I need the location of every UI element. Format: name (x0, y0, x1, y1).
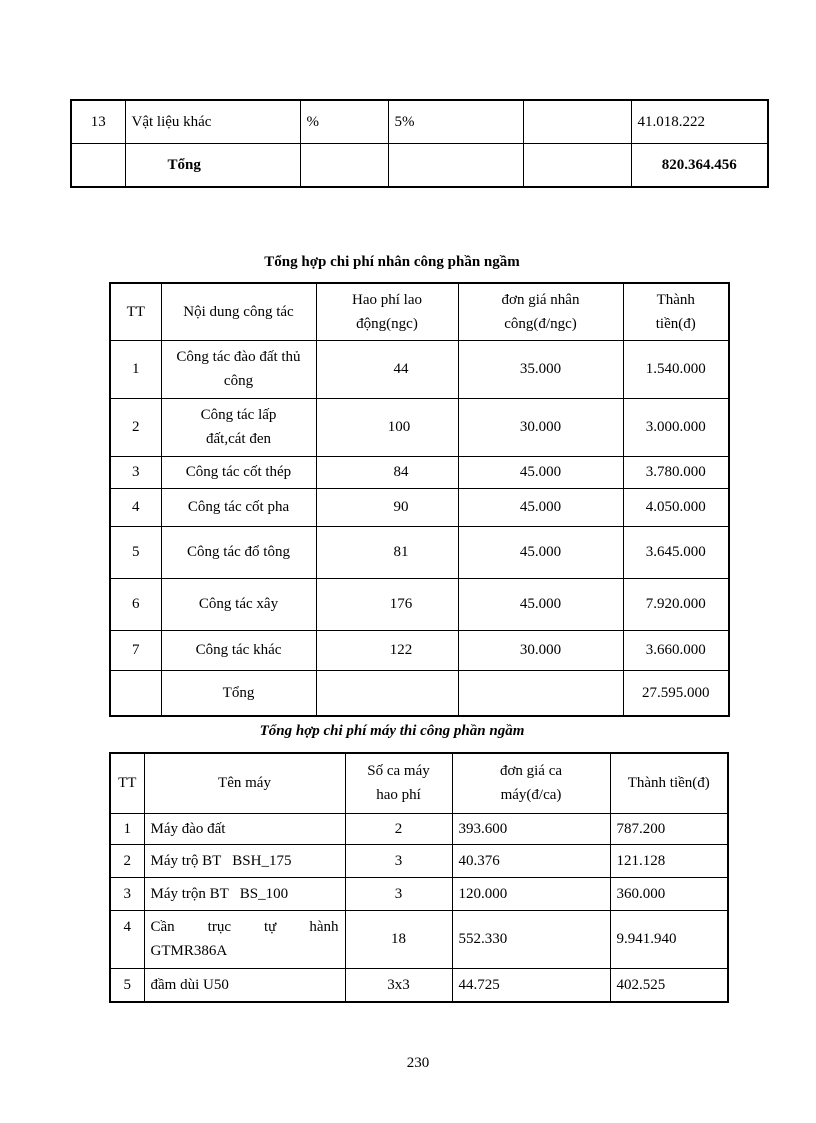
amount-cell: 121.128 (610, 844, 728, 877)
content-cell: Công tác lấp đất,cát đen (161, 398, 316, 456)
tt-cell: 2 (110, 398, 161, 456)
header-tt: TT (110, 753, 144, 813)
machine-cell: đầm dùi U50 (144, 968, 345, 1002)
labor-cost-title: Tổng hợp chi phí nhân công phần ngầm (264, 254, 520, 270)
amount-cell: 787.200 (610, 813, 728, 844)
table-row (110, 968, 728, 1002)
machine-cell (144, 910, 345, 968)
labor-cost-table (109, 282, 730, 717)
header-row (110, 753, 728, 813)
price-cell: 393.600 (452, 813, 610, 844)
machine-name-line: Cần trục tự hành (150, 919, 339, 935)
hours-cell: 44 (316, 340, 458, 398)
hours-cell: 81 (316, 526, 458, 578)
header-price: đơn giá nhân công(đ/ngc) (458, 283, 623, 340)
price-cell: 35.000 (458, 340, 623, 398)
shifts-cell: 2 (345, 813, 452, 844)
total-label: Tổng (161, 670, 316, 716)
hours-cell: 176 (316, 578, 458, 630)
price-cell: 120.000 (452, 877, 610, 910)
machine-cell: Máy trộn BT BS_100 (144, 877, 345, 910)
price-cell: 45.000 (458, 456, 623, 488)
page-number: 230 (406, 1055, 430, 1071)
tt-cell: 3 (110, 456, 161, 488)
amount-cell: 402.525 (610, 968, 728, 1002)
machine-cost-table (109, 752, 729, 1003)
table-row (110, 877, 728, 910)
table-row (110, 456, 729, 488)
table-row (110, 578, 729, 630)
tt-cell: 4 (110, 488, 161, 526)
machine-code-line: GTMR386A (150, 943, 228, 959)
table-row (110, 910, 728, 968)
amount-cell: 360.000 (610, 877, 728, 910)
table-row (110, 340, 729, 398)
amount-cell: 41.018.222 (631, 100, 768, 144)
amount-cell: 3.780.000 (623, 456, 729, 488)
tt-cell (110, 670, 161, 716)
tt-cell: 4 (110, 910, 144, 968)
tt-cell: 1 (110, 813, 144, 844)
machine-cell: Máy đào đất (144, 813, 345, 844)
content-cell: Công tác đào đất thủ công (161, 340, 316, 398)
amount-cell: 1.540.000 (623, 340, 729, 398)
price-cell: 30.000 (458, 398, 623, 456)
hours-cell: 84 (316, 456, 458, 488)
unit-cell: % (300, 100, 388, 144)
content-cell: Công tác khác (161, 630, 316, 670)
header-tt: TT (110, 283, 161, 340)
price-cell (458, 670, 623, 716)
total-row (71, 144, 768, 188)
shifts-cell: 18 (345, 910, 452, 968)
price-cell: 552.330 (452, 910, 610, 968)
header-price: đơn giá ca máy(đ/ca) (452, 753, 610, 813)
table-row (71, 100, 768, 144)
hours-cell: 122 (316, 630, 458, 670)
header-content: Nội dung công tác (161, 283, 316, 340)
table-row (110, 398, 729, 456)
unit-cell (300, 144, 388, 188)
tt-cell: 5 (110, 526, 161, 578)
hours-cell: 100 (316, 398, 458, 456)
materials-table-continuation (70, 99, 769, 188)
hours-cell (316, 670, 458, 716)
total-amount: 27.595.000 (623, 670, 729, 716)
table-row (110, 488, 729, 526)
header-row (110, 283, 729, 340)
tt-cell: 1 (110, 340, 161, 398)
table-row (110, 844, 728, 877)
tt-cell: 13 (71, 100, 125, 144)
shifts-cell: 3x3 (345, 968, 452, 1002)
price-cell: 44.725 (452, 968, 610, 1002)
price-cell: 30.000 (458, 630, 623, 670)
table-row (110, 813, 728, 844)
shifts-cell: 3 (345, 844, 452, 877)
content-cell: Công tác đổ tông (161, 526, 316, 578)
machine-cost-title: Tổng hợp chi phí máy thi công phần ngầm (259, 723, 525, 739)
table-row (110, 630, 729, 670)
tt-cell: 2 (110, 844, 144, 877)
header-shifts: Số ca máy hao phí (345, 753, 452, 813)
amount-cell: 9.941.940 (610, 910, 728, 968)
total-amount: 820.364.456 (631, 144, 768, 188)
total-label: Tổng (125, 144, 300, 188)
header-machine: Tên máy (144, 753, 345, 813)
header-amount: Thành tiền(đ) (623, 283, 729, 340)
tt-cell: 6 (110, 578, 161, 630)
header-hours: Hao phí lao động(ngc) (316, 283, 458, 340)
hours-cell: 90 (316, 488, 458, 526)
header-amount: Thành tiền(đ) (610, 753, 728, 813)
content-cell: Công tác xây (161, 578, 316, 630)
machine-cell: Máy trộ BT BSH_175 (144, 844, 345, 877)
amount-cell: 4.050.000 (623, 488, 729, 526)
amount-cell: 7.920.000 (623, 578, 729, 630)
amount-cell: 3.660.000 (623, 630, 729, 670)
price-cell: 45.000 (458, 488, 623, 526)
qty-cell (388, 144, 523, 188)
price-cell (523, 100, 631, 144)
tt-cell: 5 (110, 968, 144, 1002)
content-cell: Công tác cốt thép (161, 456, 316, 488)
price-cell: 40.376 (452, 844, 610, 877)
tt-cell (71, 144, 125, 188)
total-row (110, 670, 729, 716)
price-cell (523, 144, 631, 188)
shifts-cell: 3 (345, 877, 452, 910)
amount-cell: 3.000.000 (623, 398, 729, 456)
tt-cell: 3 (110, 877, 144, 910)
qty-cell: 5% (388, 100, 523, 144)
table-row (110, 526, 729, 578)
tt-cell: 7 (110, 630, 161, 670)
name-cell: Vật liệu khác (125, 100, 300, 144)
price-cell: 45.000 (458, 526, 623, 578)
content-cell: Công tác cốt pha (161, 488, 316, 526)
price-cell: 45.000 (458, 578, 623, 630)
amount-cell: 3.645.000 (623, 526, 729, 578)
